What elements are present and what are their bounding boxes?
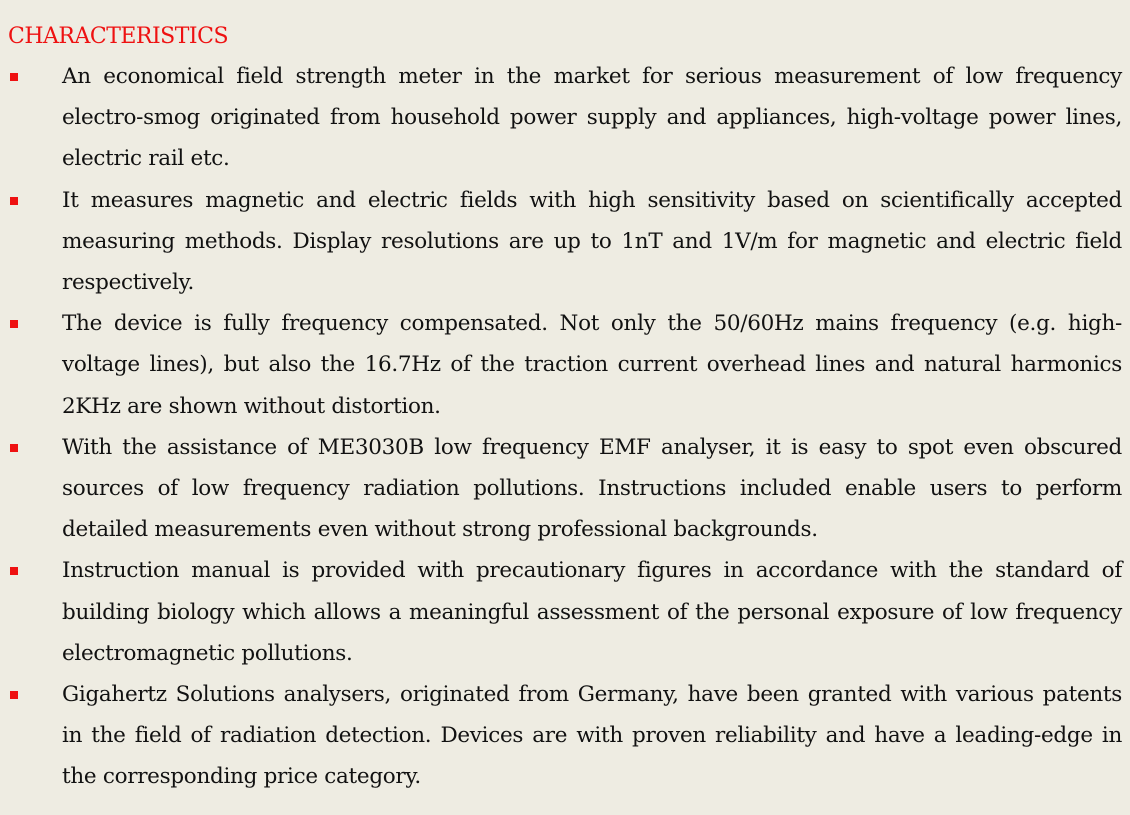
- characteristics-list: [8, 56, 1122, 798]
- list-item-text: With the assistance of ME3030B low frequency EMF analyser, it is easy to spot even obscured sources of low frequency radiation pollutions. Instructions included enable users to perform detailed measurements even without strong professional backgrounds.: [62, 434, 1122, 543]
- section-heading: CHARACTERISTICS: [8, 24, 229, 49]
- list-item: [8, 56, 1122, 180]
- square-bullet-icon: [10, 320, 18, 328]
- list-item-text: The device is fully frequency compensated. Not only the 50/60Hz mains frequency (e.g. high-voltage lines), but also the 16.7Hz of the traction current overhead lines and natural harmonics 2KHz are shown without distortion.: [62, 311, 1122, 419]
- list-item: [8, 303, 1122, 427]
- list-item: [8, 427, 1122, 551]
- square-bullet-icon: [10, 197, 18, 205]
- list-item: [8, 550, 1122, 674]
- square-bullet-icon: [10, 567, 18, 575]
- list-item-text: It measures magnetic and electric fields with high sensitivity based on scientifically accepted measuring methods. Display resolutions are up to 1nT and 1V/m for magnetic and electric field respectively.: [62, 187, 1122, 296]
- list-item: [8, 674, 1122, 798]
- list-item-text: An economical field strength meter in the market for serious measurement of low frequency electro-smog originated from household power supply and appliances, high-voltage power lines, electric rail etc.: [62, 64, 1122, 172]
- square-bullet-icon: [10, 691, 18, 699]
- square-bullet-icon: [10, 444, 18, 452]
- list-item-text: Instruction manual is provided with precautionary figures in accordance with the standard of building biology which allows a meaningful assessment of the personal exposure of low frequency electromagnetic pollutions.: [62, 558, 1122, 666]
- list-item-text: Gigahertz Solutions analysers, originated from Germany, have been granted with various patents in the field of radiation detection. Devices are with proven reliability and have a leading-edge in the corresponding price category.: [62, 682, 1122, 790]
- square-bullet-icon: [10, 73, 18, 81]
- list-item: [8, 180, 1122, 304]
